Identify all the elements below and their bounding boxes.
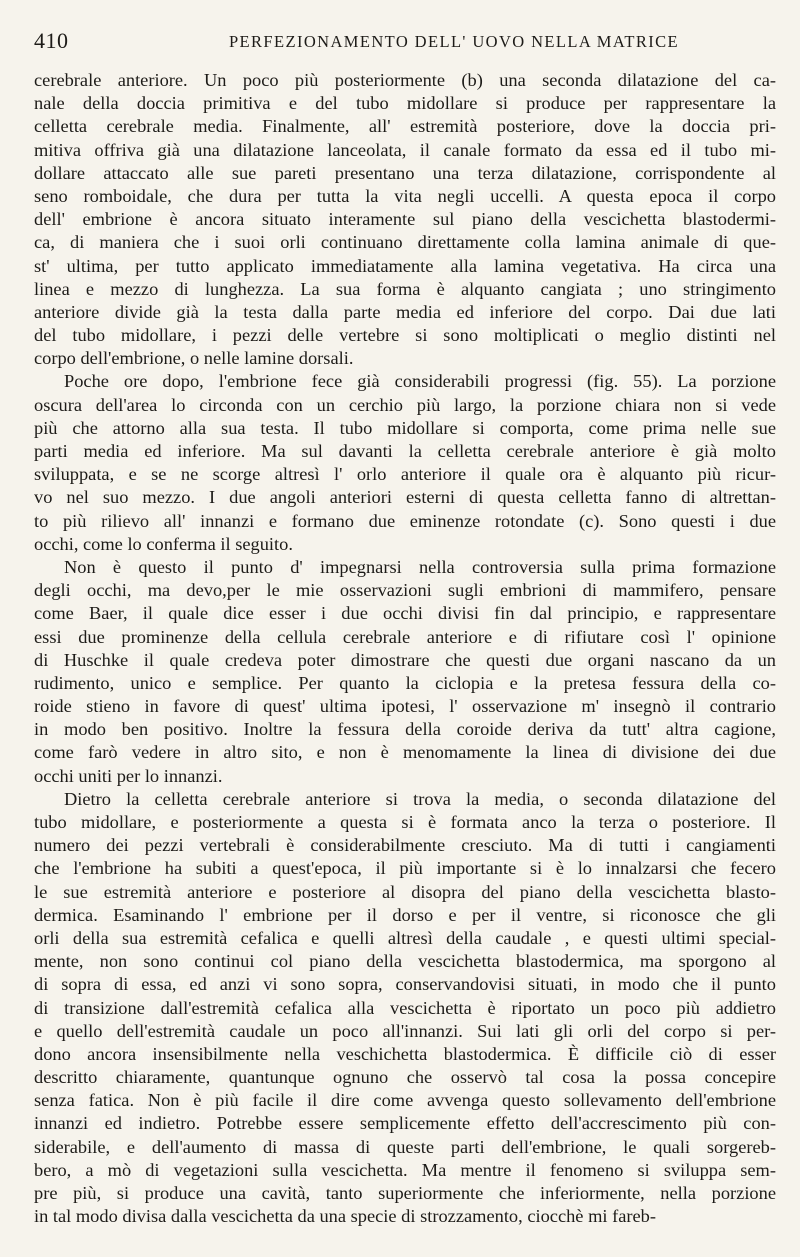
text-line: bero, a mò di vegetazioni sulla vescichetta. Ma mentre il fenomeno si sviluppa sem-	[34, 1159, 776, 1180]
text-line: senza fatica. Non è più facile il dire come avvenga questo sollevamento dell'embrione	[34, 1090, 776, 1111]
text-line: st' ultima, per tutto applicato immediatamente alla lamina vegetativa. Ha circa una	[34, 255, 776, 276]
text-line: dermica. Esaminando l' embrione per il dorso e per il ventre, si riconosce che gli	[34, 904, 776, 925]
page-number: 410	[34, 28, 69, 53]
text-line: tubo midollare, e posteriormente a questa si è formata anco la terza o posteriore. Il	[34, 812, 776, 832]
text-line: linea e mezzo di lunghezza. La sua forma è alquanto cangiata ; uno stringimento	[34, 278, 776, 299]
text-line: roide stieno in favore di quest' ultima ipotesi, l' osservazione m' insegnò il contrario	[34, 696, 776, 717]
text-line: più che attorno alla sua testa. Il tubo midollare si comporta, come prima nelle sue	[34, 417, 776, 438]
text-line: in modo ben positivo. Inoltre la fessura della coroide deriva da tutt' altra cagione,	[34, 719, 776, 740]
text-line: rudimento, unico e semplice. Per quanto la ciclopia e la pretesa fessura della co-	[34, 672, 776, 693]
text-line: siderabile, e dell'aumento di massa di queste parti dell'embrione, le quali sorgereb-	[34, 1136, 776, 1157]
text-line: corpo dell'embrione, o nelle lamine dorsali.	[34, 348, 354, 369]
text-line: anteriore divide già la testa dalla parte media ed inferiore del corpo. Dai due lati	[34, 301, 776, 322]
text-line: occhi, come lo conferma il seguito.	[34, 533, 293, 554]
body-text	[34, 69, 776, 1228]
text-line: vo nel suo mezzo. I due angoli anteriori esterni di questa celletta fanno di altrettan-	[34, 487, 776, 508]
text-line: numero dei pezzi vertebrali è considerabilmente cresciuto. Ma di tutti i cangiamenti	[34, 835, 776, 856]
text-line: dollare attaccato alle sue pareti presentano una terza dilatazione, corrispondente al	[34, 162, 776, 183]
page-header	[34, 28, 774, 58]
text-line: sviluppata, e se ne scorge altresì l' orlo anteriore il quale ora è alquanto più ricur-	[34, 464, 776, 485]
text-line: dono ancora insensibilmente nella veschichetta blastodermica. È difficile ciò di esser	[34, 1043, 776, 1064]
text-line: descritto chiaramente, quantunque ognuno che osservò tal cosa la possa concepire	[34, 1067, 776, 1088]
text-line: ca, di maniera che i suoi orli continuano direttamente colla lamina animale di que-	[34, 232, 776, 253]
text-line: di Huschke il quale credeva poter dimostrare che questi due organi nascano da un	[34, 649, 776, 670]
paragraph	[34, 556, 776, 788]
paragraph	[34, 69, 776, 370]
paragraph	[34, 788, 776, 1229]
text-line: parti media ed inferiore. Ma sul davanti la celletta cerebrale anteriore è già molto	[34, 441, 776, 461]
text-line: di sopra di essa, ed anzi vi sono sopra, conservandovisi situati, in modo che il punto	[34, 974, 776, 995]
text-line: nale della doccia primitiva e del tubo midollare si produce per rappresentare la	[34, 93, 776, 114]
text-line: e quello dell'estremità caudale un poco all'innanzi. Sui lati gli orli del corpo si per-	[34, 1020, 776, 1041]
text-line: seno romboidale, che dura per tutta la vita negli uccelli. A questa epoca il corpo	[34, 185, 776, 206]
text-line: come Baer, il quale dice esser i due occhi divisi fin dal principio, e rappresentare	[34, 603, 776, 624]
text-line: come farò vedere in altro sito, e non è menomamente la linea di divisione dei due	[34, 742, 776, 763]
text-line: cerebrale anteriore. Un poco più posteriormente (b) una seconda dilatazione del ca-	[34, 70, 776, 90]
text-line: di transizione dall'estremità cefalica alla vescichetta è riportato un poco più addietro	[34, 997, 776, 1018]
text-line: mente, non sono continui col piano della vescichetta blastodermica, ma sporgono al	[34, 951, 776, 972]
text-line: oscura dell'area lo circonda con un cerchio più largo, la porzione chiara non si vede	[34, 394, 776, 415]
paragraph	[34, 370, 776, 556]
text-line: pre più, si produce una cavità, tanto superiormente che inferiormente, nella porzione	[34, 1183, 776, 1203]
text-line: celletta cerebrale media. Finalmente, all' estremità posteriore, dove la doccia pri-	[34, 116, 776, 137]
text-line: occhi uniti per lo innanzi.	[34, 765, 223, 786]
text-line: Dietro la celletta cerebrale anteriore si trova la media, o seconda dilatazione del	[64, 788, 776, 809]
text-line: innanzi ed indietro. Potrebbe essere semplicemente effetto dell'accrescimento più con-	[34, 1113, 776, 1134]
text-line: le sue estremità anteriore e posteriore al disopra del piano della vescichetta blasto-	[34, 881, 776, 902]
text-line: che l'embrione ha subiti a quest'epoca, il più importante si è lo innalzarsi che fecero	[34, 858, 776, 879]
text-line: essi due prominenze della cellula cerebrale anteriore e di rifiutare così l' opinione	[34, 626, 776, 647]
text-line: in tal modo divisa dalla vescichetta da una specie di strozzamento, ciocchè mi fareb-	[34, 1206, 656, 1227]
text-line: degli occhi, ma devo,per le mie osservazioni sugli embrioni di mammifero, pensare	[34, 580, 776, 601]
running-head: PERFEZIONAMENTO DELL' UOVO NELLA MATRICE	[228, 32, 680, 51]
text-line: Non è questo il punto d' impegnarsi nella controversia sulla prima formazione	[64, 556, 776, 577]
text-line: del tubo midollare, i pezzi delle vertebre si sono moltiplicati o meglio distinti nel	[34, 325, 776, 346]
text-line: to più rilievo all' innanzi e formano due eminenze rotondate (c). Sono questi i due	[34, 510, 776, 531]
text-line: mitiva offriva già una dilatazione lanceolata, il canale formato da essa ed il tubo mi-	[34, 139, 776, 160]
text-line: Poche ore dopo, l'embrione fece già considerabili progressi (fig. 55). La porzione	[64, 371, 776, 392]
text-line: orli della sua estremità cefalica e quelli altresì della caudale , e questi ultimi special-	[34, 927, 776, 948]
text-line: dell' embrione è ancora situato interamente sul piano della vescichetta blastodermi-	[34, 209, 776, 230]
